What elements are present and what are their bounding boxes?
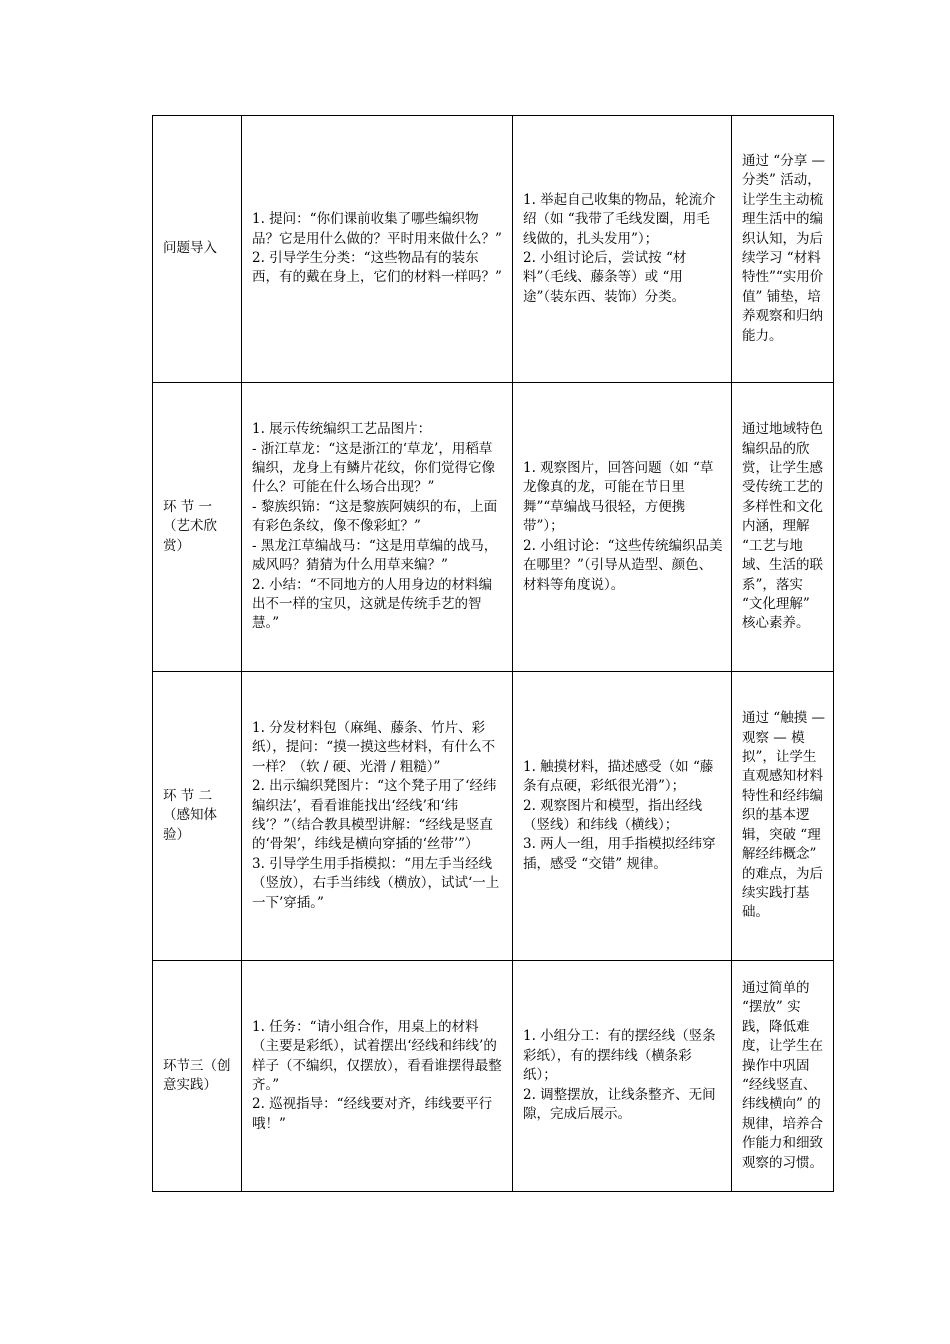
- stage-cell: 环 节 一（艺术欣赏）: [153, 383, 242, 672]
- purpose-cell: 通过 “分享 — 分类” 活动，让学生主动梳理生活中的编织认知，为后续学习 “材料特性”“实用价值” 铺垫，培养观察和归纳能力。: [732, 116, 834, 383]
- table-row: [153, 116, 834, 383]
- student-activity-line: 1. 观察图片，回答问题（如 “草龙像真的龙，可能在节日里舞”“草编战马很轻，方便携带”）；: [523, 460, 714, 535]
- student-activity-line: 2. 小组讨论：“这些传统编织品美在哪里？”（引导从造型、颜色、材料等角度说）。: [523, 537, 723, 593]
- student-activity-line: 3. 两人一组，用手指模拟经纬穿插，感受 “交错” 规律。: [523, 836, 716, 872]
- student-activity-cell: [513, 961, 732, 1192]
- stage-cell: 问题导入: [153, 116, 242, 383]
- teacher-activity-line: 1. 提问：“你们课前收集了哪些编织物品？它是用什么做的？平时用来做什么？”: [252, 211, 502, 247]
- teacher-activity-line: 3. 引导学生用手指模拟：“用左手当经线（竖放），右手当纬线（横放），试试‘一上一下’穿插。”: [252, 855, 500, 911]
- lesson-plan-table: [152, 115, 834, 1192]
- teacher-activity-line: 1. 任务：“请小组合作，用桌上的材料（主要是彩纸），试着摆出‘经线和纬线’的样子（不编织，仅摆放），看看谁摆得最整齐。”: [252, 1018, 502, 1093]
- teacher-activity-line: 2. 小结：“不同地方的人用身边的材料编出不一样的宝贝，这就是传统手艺的智慧。”: [252, 576, 493, 632]
- teacher-activity-cell: [242, 383, 513, 672]
- student-activity-line: 2. 调整摆放，让线条整齐、无间隙，完成后展示。: [523, 1086, 716, 1123]
- teacher-activity-line: - 黑龙江草编战马：“这是用草编的战马，威风吗？猜猜为什么用草来编？”: [252, 537, 498, 574]
- teacher-activity-cell: [242, 116, 513, 383]
- teacher-activity-line: 2. 巡视指导：“经线要对齐，纬线要平行哦！”: [252, 1096, 493, 1132]
- purpose-cell: 通过 “触摸 — 观察 — 模拟”，让学生直观感知材料特性和经纬编织的基本逻辑，突破 “理解经纬概念” 的难点，为后续实践打基础。: [732, 672, 834, 961]
- student-activity-line: 1. 小组分工：有的摆经线（竖条彩纸），有的摆纬线（横条彩纸）；: [523, 1028, 716, 1084]
- stage-cell: 环节三（创意实践）: [153, 961, 242, 1192]
- teacher-activity-line: 2. 引导学生分类：“这些物品有的装东西，有的戴在身上，它们的材料一样吗？”: [252, 250, 502, 286]
- purpose-cell: 通过地域特色编织品的欣赏，让学生感受传统工艺的多样性和文化内涵，理解 “工艺与地域、生活的联系”，落实 “文化理解” 核心素养。: [732, 383, 834, 672]
- purpose-cell: 通过简单的 “摆放” 实践，降低难度，让学生在操作中巩固 “经线竖直、纬线横向” 的规律，培养合作能力和细致观察的习惯。: [732, 961, 834, 1192]
- teacher-activity-cell: [242, 961, 513, 1192]
- student-activity-line: 2. 小组讨论后，尝试按 “材料”（毛线、藤条等）或 “用途”（装东西、装饰）分类。: [523, 250, 687, 305]
- table-row: [153, 383, 834, 672]
- student-activity-line: 2. 观察图片和模型，指出经线（竖线）和纬线（横线）；: [523, 797, 703, 833]
- stage-cell: 环 节 二（感知体验）: [153, 672, 242, 961]
- student-activity-cell: [513, 116, 732, 383]
- table-row: [153, 961, 834, 1192]
- teacher-activity-line: - 黎族织锦：“这是黎族阿姨织的布，上面有彩色条纹，像不像彩虹？”: [252, 498, 498, 535]
- teacher-activity-line: 2. 出示编织凳图片：“这个凳子用了‘经纬编织法’，看看谁能找出‘经线’和‘纬线’？”（结合教具模型讲解：“经线是竖直的‘骨架’，纬线是横向穿插的‘丝带’”）: [252, 778, 497, 853]
- table-row: [153, 672, 834, 961]
- student-activity-line: 1. 触摸材料，描述感受（如 “藤条有点硬，彩纸很光滑”）；: [523, 758, 714, 795]
- student-activity-cell: [513, 383, 732, 672]
- teacher-activity-cell: [242, 672, 513, 961]
- teacher-activity-line: - 浙江草龙：“这是浙江的‘草龙’，用稻草编织，龙身上有鳞片花纹，你们觉得它像什么？可能在什么场合出现？”: [252, 440, 495, 496]
- student-activity-line: 1. 举起自己收集的物品，轮流介绍（如 “我带了毛线发圈，用毛线做的，扎头发用”）；: [523, 191, 716, 247]
- student-activity-cell: [513, 672, 732, 961]
- teacher-activity-line: 1. 分发材料包（麻绳、藤条、竹片、彩纸），提问：“摸一摸这些材料，有什么不一样？（软 / 硬、光滑 / 粗糙）”: [252, 719, 496, 775]
- teacher-activity-line: 1. 展示传统编织工艺品图片：: [252, 421, 432, 438]
